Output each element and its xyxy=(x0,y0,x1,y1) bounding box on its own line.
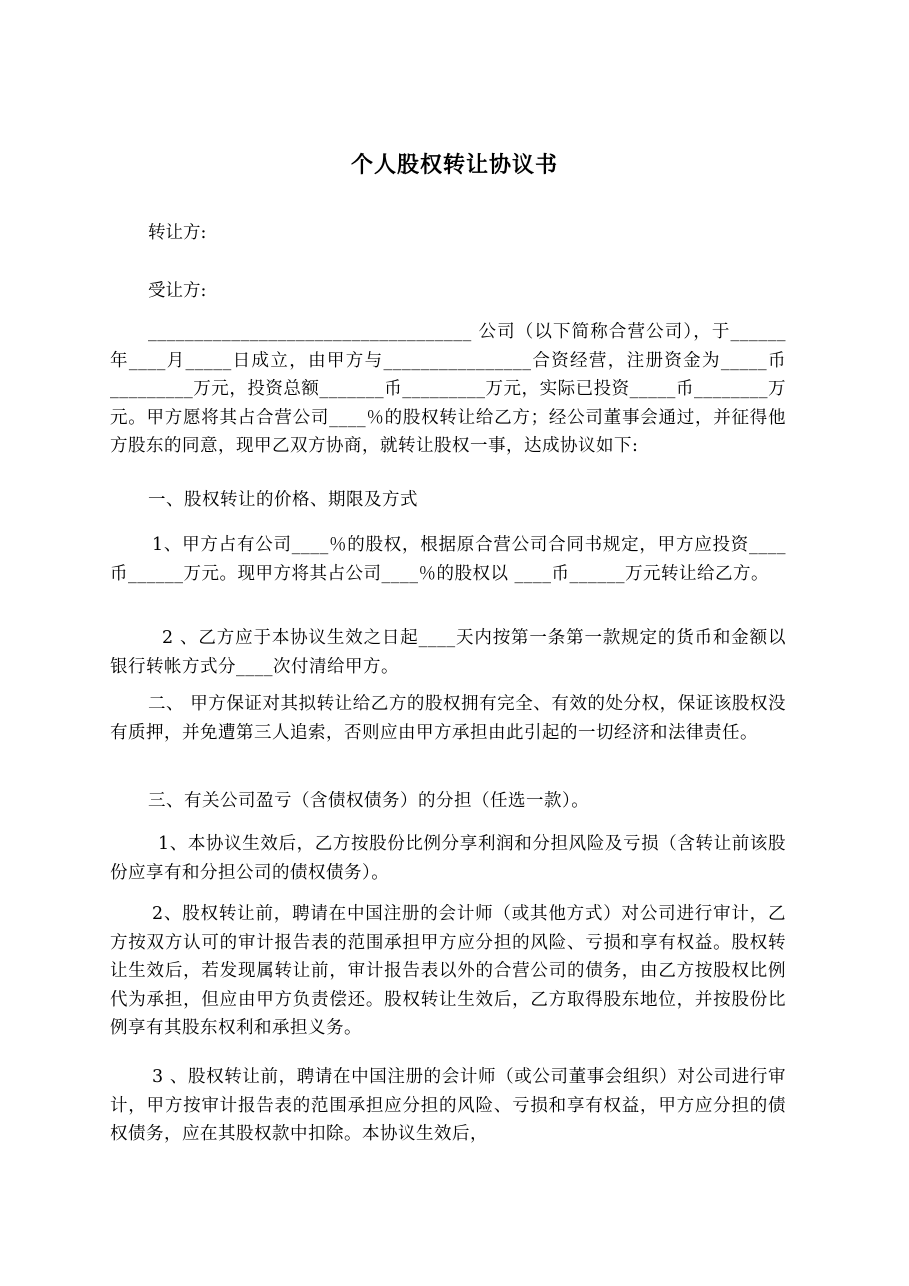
intro-paragraph: ___________________________________ 公司（以下简称合营公司），于______年____月_____日成立，由甲方与________________合资经营，注册资金为_____币 _________万元，投资总额_______币_________万元，实际已投资_____币________万元。甲方愿将其占合营公司____％的股权转让给乙方；经公司董事会通过，并征得他方股东的同意，现甲乙双方协商，就转让股权一事，达成协议如下: xyxy=(110,322,786,456)
document-title: 个人股权转让协议书 xyxy=(350,153,558,178)
clause-3-2: 2、股权转让前，聘请在中国注册的会计师（或其他方式）对公司进行审计，乙方按双方认可的审计报告表的范围承担甲方应分担的风险、亏损和享有权益。股权转让生效后，若发现属转让前，审计报告表以外的合营公司的债务，由乙方按股权比例代为承担，但应由甲方负责偿还。股权转让生效后，乙方取得股东地位，并按股份比例享有其股东权利和承担义务。 xyxy=(110,904,786,1038)
section-3-heading: 三、有关公司盈亏（含债权债务）的分担（任选一款）。 xyxy=(148,791,590,811)
clause-1-1: 1、甲方占有公司____％的股权，根据原合营公司合同书规定，甲方应投资____币______万元。现甲方将其占公司____％的股权以 ____币______万元转让给乙方。 xyxy=(110,535,786,584)
section-1-heading: 一、股权转让的价格、期限及方式 xyxy=(148,490,418,510)
transferor-label: 转让方: xyxy=(148,223,207,243)
clause-3-1: 1、本协议生效后，乙方按股份比例分享利润和分担风险及亏损（含转让前该股份应享有和分担公司的债权债务）。 xyxy=(110,834,786,883)
clause-1-2: 2 、乙方应于本协议生效之日起____天内按第一条第一款规定的货币和金额以银行转帐方式分____次付清给甲方。 xyxy=(110,628,786,677)
section-2-paragraph: 二、 甲方保证对其拟转让给乙方的股权拥有完全、有效的处分权，保证该股权没有质押，并免遭第三人追索，否则应由甲方承担由此引起的一切经济和法律责任。 xyxy=(110,694,786,743)
clause-3-3: 3 、股权转让前，聘请在中国注册的会计师（或公司董事会组织）对公司进行审计，甲方按审计报告表的范围承担应分担的风险、亏损和享有权益，甲方应分担的债权债务，应在其股权款中扣除。本协议生效后， xyxy=(110,1067,786,1144)
transferee-label: 受让方: xyxy=(148,281,207,301)
